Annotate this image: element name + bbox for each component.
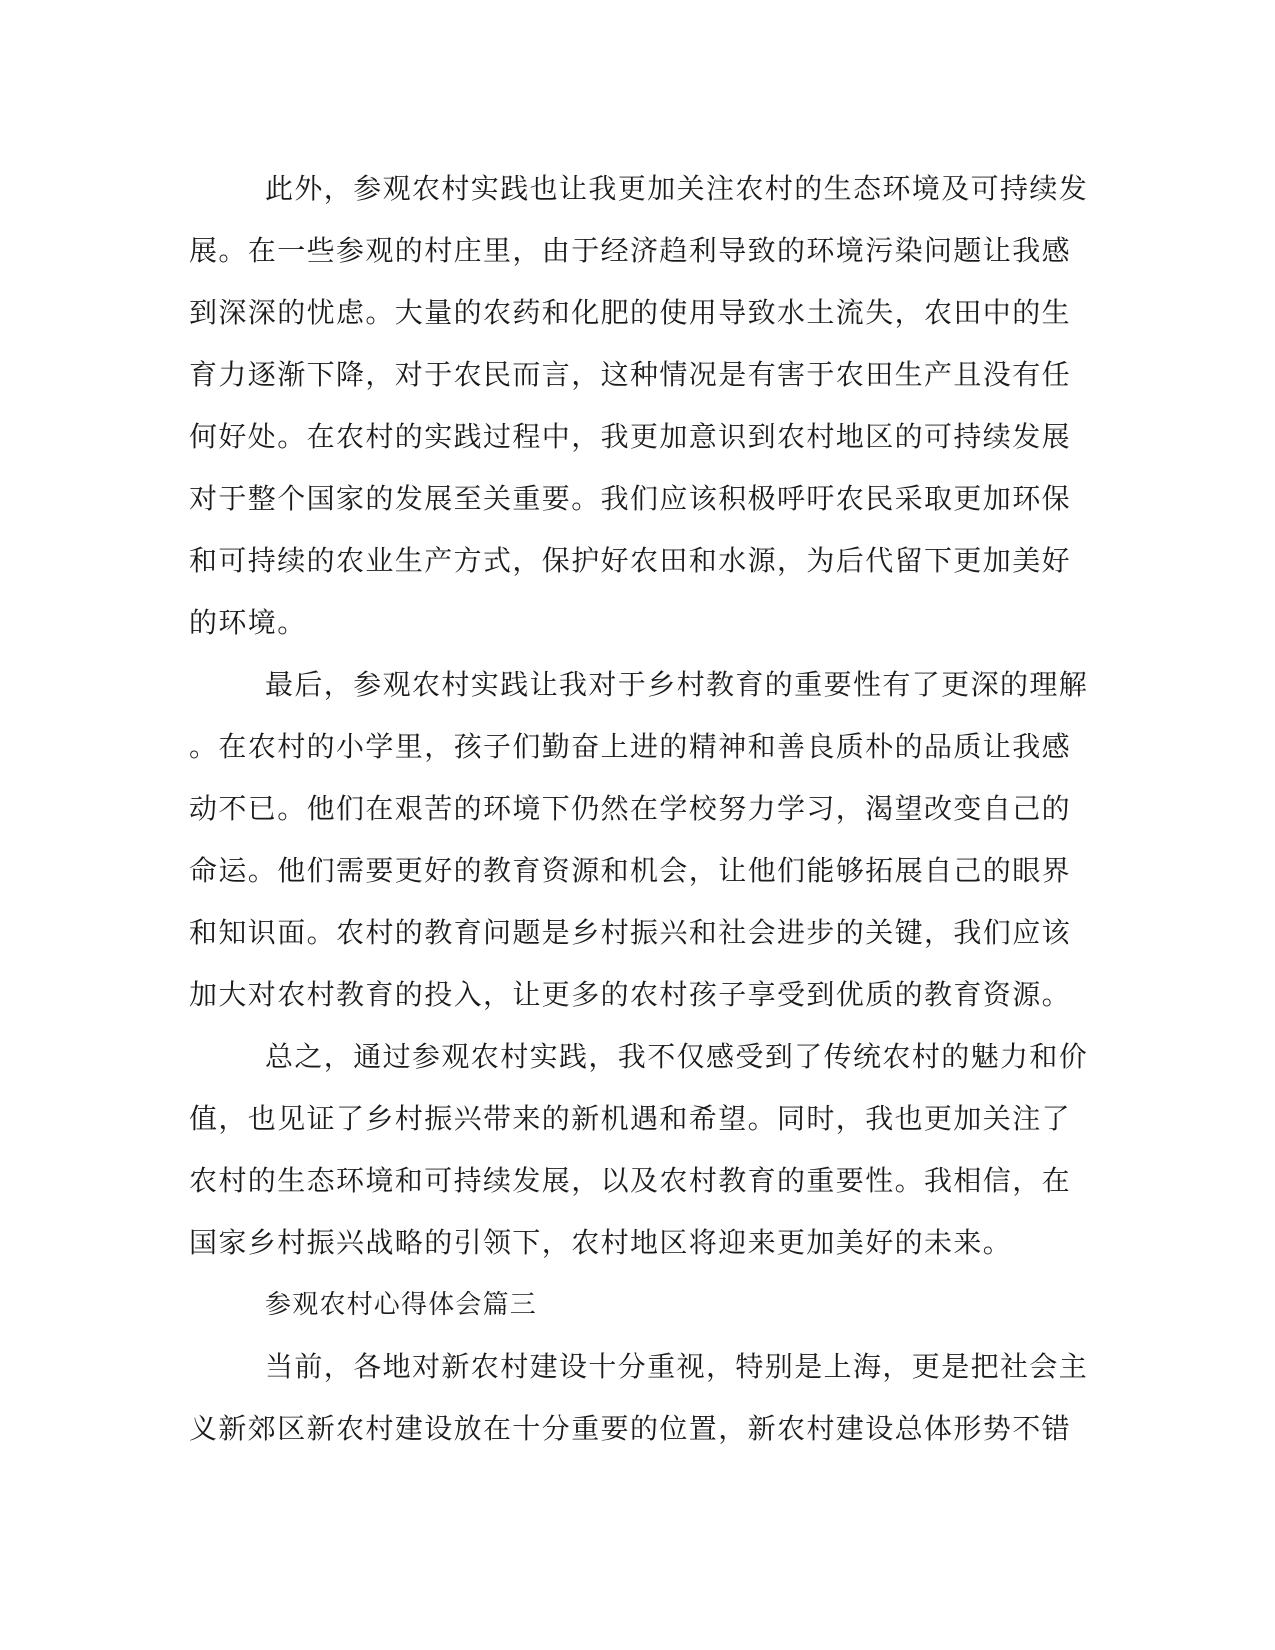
paragraph-line: 展。在一些参观的村庄里，由于经济趋利导致的环境污染问题让我感 xyxy=(189,234,1072,267)
paragraph-line: 义新郊区新农村建设放在十分重要的位置，新农村建设总体形势不错 xyxy=(189,1412,1072,1445)
section-heading: 参观农村心得体会篇三 xyxy=(265,1290,538,1320)
paragraph-line: 农村的生态环境和可持续发展，以及农村教育的重要性。我相信，在 xyxy=(189,1164,1072,1197)
paragraph-line: 加大对农村教育的投入，让更多的农村孩子享受到优质的教育资源。 xyxy=(189,978,1072,1011)
paragraph-line: 的环境。 xyxy=(189,606,307,639)
paragraph-line: 最后，参观农村实践让我对于乡村教育的重要性有了更深的理解 xyxy=(265,668,1089,701)
paragraph-line: 育力逐渐下降，对于农民而言，这种情况是有害于农田生产且没有任 xyxy=(189,358,1072,391)
paragraph-line: 总之，通过参观农村实践，我不仅感受到了传统农村的魅力和价 xyxy=(265,1040,1089,1073)
document-body xyxy=(189,158,1089,1460)
paragraph-line: 到深深的忧虑。大量的农药和化肥的使用导致水土流失，农田中的生 xyxy=(189,296,1072,329)
paragraph-line: 和可持续的农业生产方式，保护好农田和水源，为后代留下更加美好 xyxy=(189,544,1072,577)
paragraph-line: 。在农村的小学里，孩子们勤奋上进的精神和善良质朴的品质让我感 xyxy=(189,730,1072,763)
paragraph-line: 值，也见证了乡村振兴带来的新机遇和希望。同时，我也更加关注了 xyxy=(189,1102,1072,1135)
paragraph-line: 动不已。他们在艰苦的环境下仍然在学校努力学习，渴望改变自己的 xyxy=(189,792,1072,825)
paragraph-line: 国家乡村振兴战略的引领下，农村地区将迎来更加美好的未来。 xyxy=(189,1226,1013,1259)
paragraph-line: 当前，各地对新农村建设十分重视，特别是上海，更是把社会主 xyxy=(265,1350,1089,1383)
paragraph-line: 此外，参观农村实践也让我更加关注农村的生态环境及可持续发 xyxy=(265,172,1089,205)
paragraph-line: 命运。他们需要更好的教育资源和机会，让他们能够拓展自己的眼界 xyxy=(189,854,1072,887)
paragraph-line: 对于整个国家的发展至关重要。我们应该积极呼吁农民采取更加环保 xyxy=(189,482,1072,515)
paragraph-line: 和知识面。农村的教育问题是乡村振兴和社会进步的关键，我们应该 xyxy=(189,916,1072,949)
paragraph-line: 何好处。在农村的实践过程中，我更加意识到农村地区的可持续发展 xyxy=(189,420,1072,453)
